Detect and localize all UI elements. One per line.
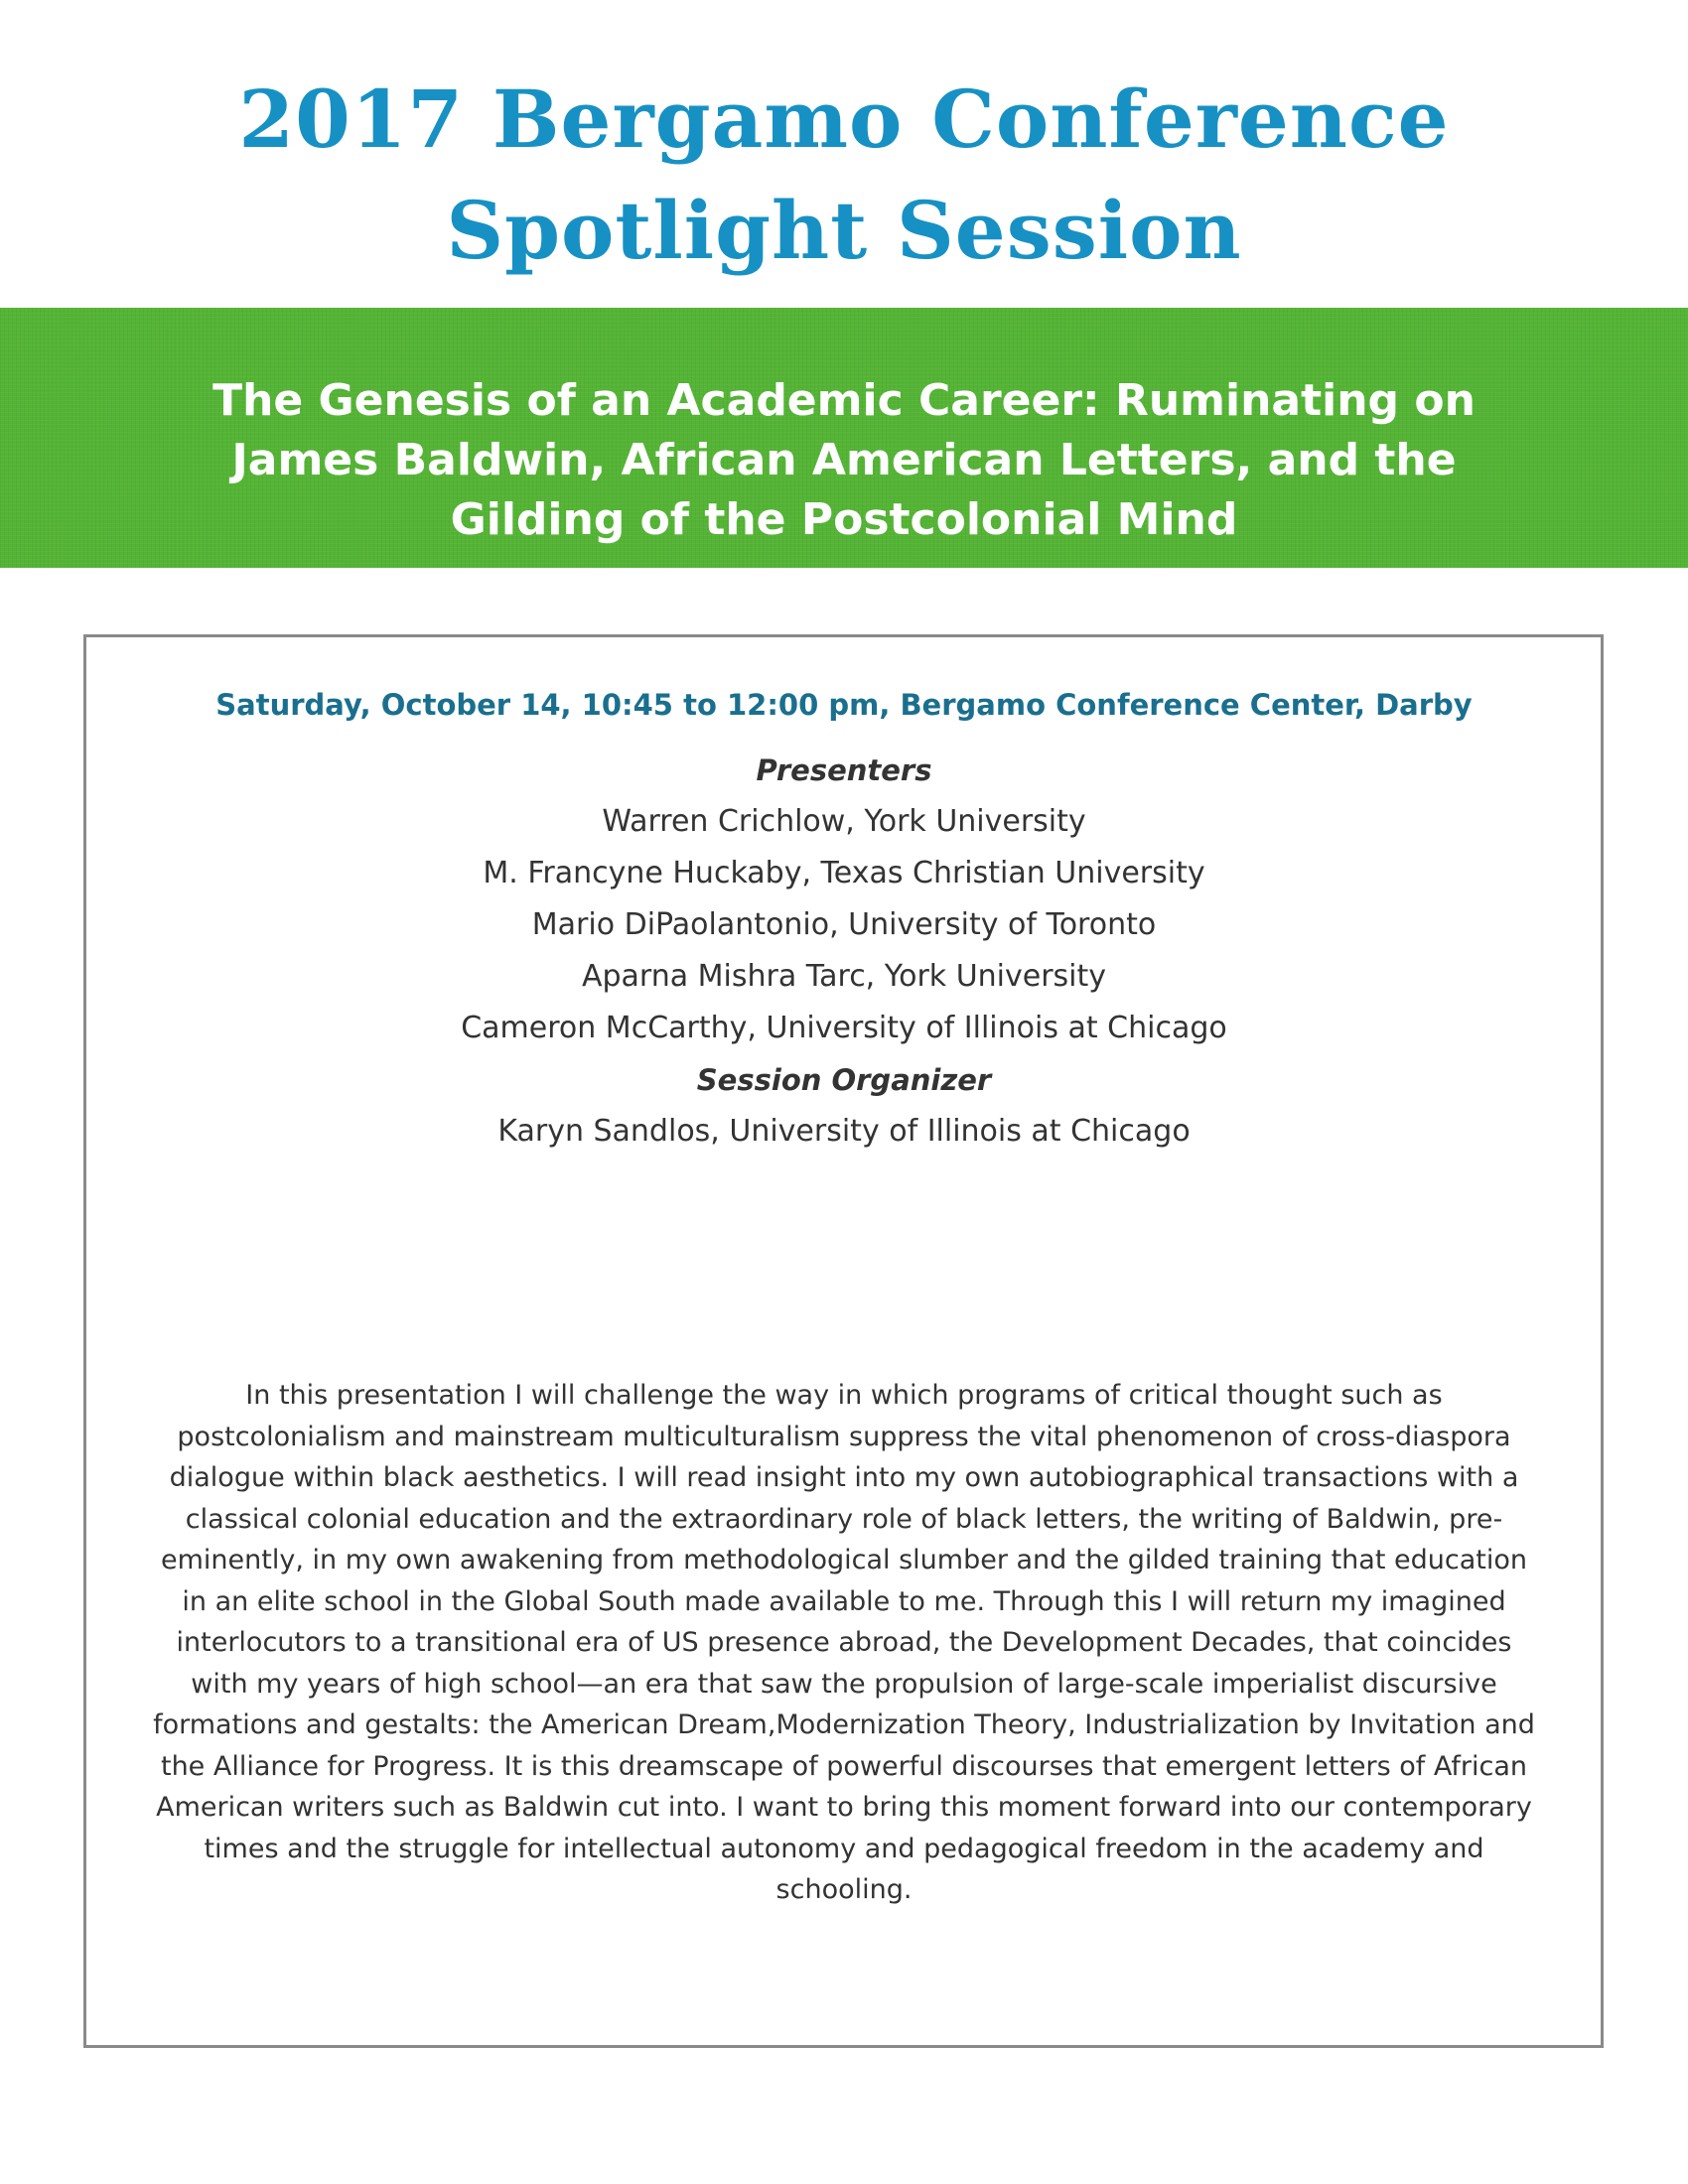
presenter-name: Warren Crichlow, York University [602, 804, 1086, 839]
session-title [149, 371, 1539, 550]
abstract-line: times and the struggle for intellectual autonomy and pedagogical freedom in the academy and [204, 1833, 1484, 1864]
abstract-line: postcolonialism and mainstream multiculturalism suppress the vital phenomenon of cross-diaspora [177, 1421, 1511, 1452]
abstract-line: American writers such as Baldwin cut into. I want to bring this moment forward into our contemporary [156, 1792, 1532, 1823]
abstract-line: classical colonial education and the extraordinary role of black letters, the writing of Baldwin, pre- [185, 1503, 1503, 1535]
session-title-line: James Baldwin, African American Letters, and the [231, 435, 1457, 485]
abstract-line: schooling. [775, 1874, 913, 1905]
abstract-line: with my years of high school—an era that saw the propulsion of large-scale imperialist discursive [191, 1668, 1497, 1700]
page-title-line: 2017 Bergamo Conference [238, 72, 1450, 166]
presenter-name: Mario DiPaolantonio, University of Toronto [531, 907, 1157, 942]
page-title-line: Spotlight Session [446, 184, 1242, 277]
abstract-line: in an elite school in the Global South made available to me. Through this I will return my imagined [182, 1585, 1506, 1617]
presenter-name: Cameron McCarthy, University of Illinois at Chicago [461, 1011, 1227, 1045]
abstract-line: In this presentation I will challenge the way in which programs of critical thought such as [245, 1380, 1443, 1411]
organizer-heading: Session Organizer [696, 1063, 992, 1097]
abstract-line: the Alliance for Progress. It is this dreamscape of powerful discourses that emergent letters of African [160, 1750, 1528, 1782]
abstract-line: dialogue within black aesthetics. I will read insight into my own autobiographical transactions with a [169, 1462, 1519, 1493]
abstract-line: formations and gestalts: the American Dream,Modernization Theory, Industrialization by Invitation and [153, 1709, 1535, 1740]
presenter-name: M. Francyne Huckaby, Texas Christian University [483, 856, 1205, 890]
session-abstract [119, 1375, 1569, 1911]
presenter-name: Aparna Mishra Tarc, York University [581, 959, 1107, 994]
session-title-line: Gilding of the Postcolonial Mind [450, 494, 1238, 545]
session-title-line: The Genesis of an Academic Career: Ruminating on [212, 375, 1476, 426]
abstract-line: eminently, in my own awakening from methodological slumber and the gilded training that education [161, 1545, 1527, 1575]
presenters-heading: Presenters [756, 753, 932, 787]
organizer-name: Karyn Sandlos, University of Illinois at Chicago [497, 1114, 1191, 1149]
session-schedule: Saturday, October 14, 10:45 to 12:00 pm, Bergamo Conference Center, Darby [215, 688, 1473, 722]
page-title [0, 64, 1688, 286]
abstract-line: interlocutors to a transitional era of US presence abroad, the Development Decades, that coincides [176, 1627, 1512, 1658]
session-people [0, 745, 1688, 1158]
